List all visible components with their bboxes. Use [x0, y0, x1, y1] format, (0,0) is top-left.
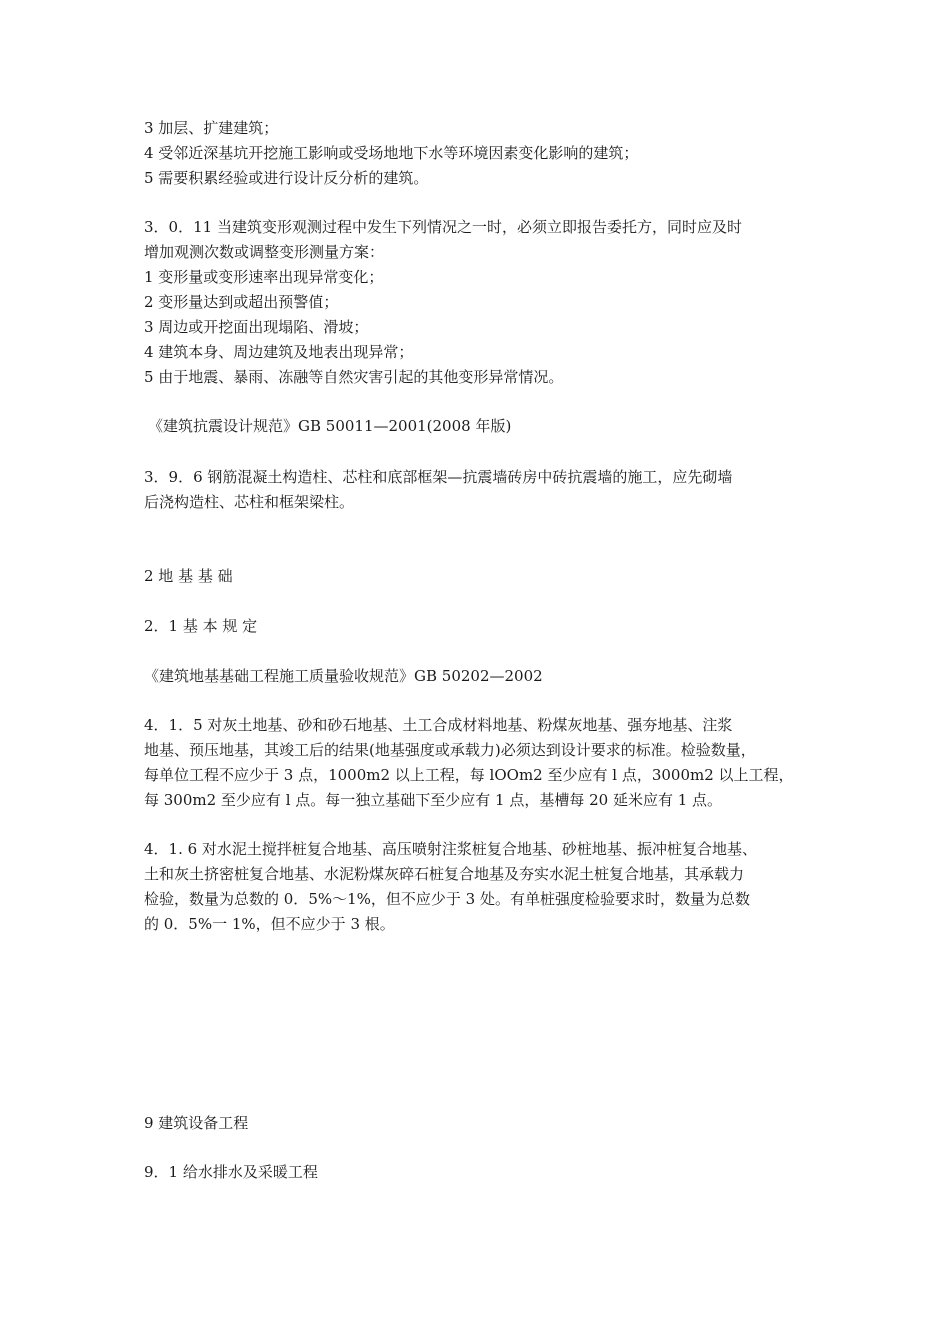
list-item: 4 受邻近深基坑开挖施工影响或受场地地下水等环境因素变化影响的建筑； [144, 144, 639, 162]
list-item: 2 变形量达到或超出预警值； [144, 293, 339, 311]
standard-reference: 《建筑抗震设计规范》GB 50011—2001(2008 年版) [148, 417, 512, 435]
clause-paragraph: 地基、预压地基，其竣工后的结果(地基强度或承载力)必须达到设计要求的标准。检验数量， [144, 741, 756, 759]
clause-paragraph: 4．1．5 对灰土地基、砂和砂石地基、土工合成材料地基、粉煤灰地基、强夯地基、注浆 [144, 716, 733, 734]
clause-paragraph: 的 0．5%一 1%，但不应少于 3 根。 [144, 915, 395, 933]
clause-paragraph: 4．1. 6 对水泥土搅拌桩复合地基、高压喷射注浆桩复合地基、砂桩地基、振冲桩复合地基、 [144, 840, 757, 858]
clause-paragraph: 3．9．6 钢筋混凝土构造柱、芯柱和底部框架—抗震墙砖房中砖抗震墙的施工，应先砌墙 [144, 468, 733, 486]
chapter-heading: 9 建筑设备工程 [144, 1114, 249, 1132]
list-item: 1 变形量或变形速率出现异常变化； [144, 268, 384, 286]
list-item: 4 建筑本身、周边建筑及地表出现异常； [144, 343, 414, 361]
clause-paragraph: 每单位工程不应少于 3 点，1000m2 以上工程，每 lOOm2 至少应有 l 点，3000m2 以上工程， [144, 766, 794, 784]
clause-paragraph: 后浇构造柱、芯柱和框架梁柱。 [144, 493, 355, 511]
list-item: 5 需要积累经验或进行设计反分析的建筑。 [144, 169, 429, 187]
list-item: 3 周边或开挖面出现塌陷、滑坡； [144, 318, 369, 336]
clause-paragraph: 检验，数量为总数的 0．5%～1%，但不应少于 3 处。有单桩强度检验要求时，数量为总数 [144, 890, 750, 908]
list-item: 3 加层、扩建建筑； [144, 119, 279, 137]
clause-paragraph: 3．0．11 当建筑变形观测过程中发生下列情况之一时，必须立即报告委托方，同时应及时 [144, 218, 742, 236]
clause-paragraph: 增加观测次数或调整变形测量方案： [144, 243, 385, 261]
standard-reference: 《建筑地基基础工程施工质量验收规范》GB 50202—2002 [144, 667, 543, 685]
clause-paragraph: 每 300m2 至少应有 l 点。每一独立基础下至少应有 1 点，基槽每 20 延米应有 1 点。 [144, 791, 723, 809]
list-item: 5 由于地震、暴雨、冻融等自然灾害引起的其他变形异常情况。 [144, 368, 564, 386]
chapter-heading: 2 地 基 基 础 [144, 567, 233, 585]
clause-paragraph: 土和灰土挤密桩复合地基、水泥粉煤灰碎石桩复合地基及夯实水泥土桩复合地基，其承载力 [144, 865, 745, 883]
section-heading: 9．1 给水排水及采暖工程 [144, 1163, 318, 1181]
section-heading: 2．1 基 本 规 定 [144, 617, 258, 635]
